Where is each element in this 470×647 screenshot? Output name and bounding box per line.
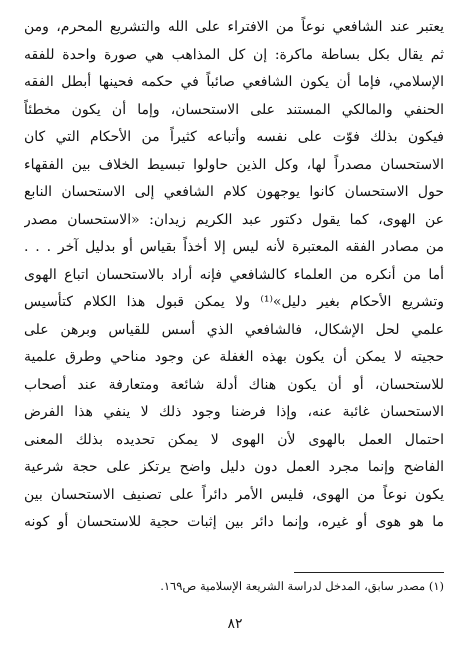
text-line-13: حجيته لا يمكن أن يكون بهذه الغفلة عن وجود مناحي وطرق علمية xyxy=(24,349,444,365)
text-line-3: الإسلامي، فإما أن يكون الشافعي صائباً في حكمه فحينها أبطل الفقه xyxy=(24,74,444,90)
text-line-10: أما من أنكره من العلماء كالشافعي فإنه أراد بالاستحسان اتباع الهوى xyxy=(24,266,444,283)
text-line-2: ثم يقال بكل بساطة ماكرة: إن كل المذاهب هي صورة واحدة للفقه xyxy=(24,46,444,63)
text-line-9: من مصادر الفقه المعتبرة لأنه ليس إلا أخذاً بقياس أو بدليل آخر . . . xyxy=(24,239,444,255)
text-line-7: حول الاستحسان كانوا يوجهون كلام الشافعي إلى الاستحسان النابع xyxy=(24,184,444,200)
text-line-8: عن الهوى، كما يقول دكتور عبد الكريم زيدان: «الاستحسان مصدر xyxy=(24,211,444,228)
text-line-4: الحنفي والمالكي المستند على الاستحسان، وإما أن يكون مخطئاً xyxy=(24,101,444,118)
text-line-16: احتمال العمل بالهوى لأن الهوى لا يمكن تحديده بذلك المعنى xyxy=(24,431,444,448)
footnote: (١) مصدر سابق، المدخل لدراسة الشريعة الإسلامية ص١٦٩. xyxy=(160,579,444,593)
text-line-12: علمي لحل الإشكال، فالشافعي الذي أسس للقياس وبرهن على xyxy=(24,321,444,338)
text-line-15: الاستحسان غائبة عنه، وإذا فرضنا وجود ذلك لا ينفي هذا الفرض xyxy=(24,404,444,420)
text-line-18: يكون نوعاً من الهوى، فليس الأمر دائراً على تصنيف الاستحسان بين xyxy=(24,486,444,503)
footnote-divider xyxy=(294,572,444,573)
text-line-14: للاستحسان، أو أن يكون هناك أدلة شائعة ومتعارفة عند أصحاب xyxy=(24,376,444,393)
text-line-1: يعتبر عند الشافعي نوعاً من الافتراء على الله والتشريع المحرم، ومن xyxy=(24,19,444,35)
text-line-5: فيكون بذلك فوّت على نفسه وأتباعه كثيراً من الأحكام التي كان xyxy=(24,129,444,145)
text-line-17: الفاضح وإنما مجرد العمل دون دليل واضح يرتكز على حجة شرعية xyxy=(24,459,444,475)
text-line-19: ما هو هوى أو غيره، وإنما دائر بين إثبات حجية للاستحسان أو كونه xyxy=(24,514,444,530)
text-line-6: الاستحسان مصدراً لها، وكل الذين حاولوا تبسيط الخلاف بين الفقهاء xyxy=(24,156,444,173)
main-text xyxy=(24,14,444,537)
text-line-11: وتشريع الأحكام بغير دليل»⁽¹⁾ ولا يمكن قبول هذا الكلام كتأسيس xyxy=(24,294,444,310)
page-number: ٨٢ xyxy=(227,616,243,632)
